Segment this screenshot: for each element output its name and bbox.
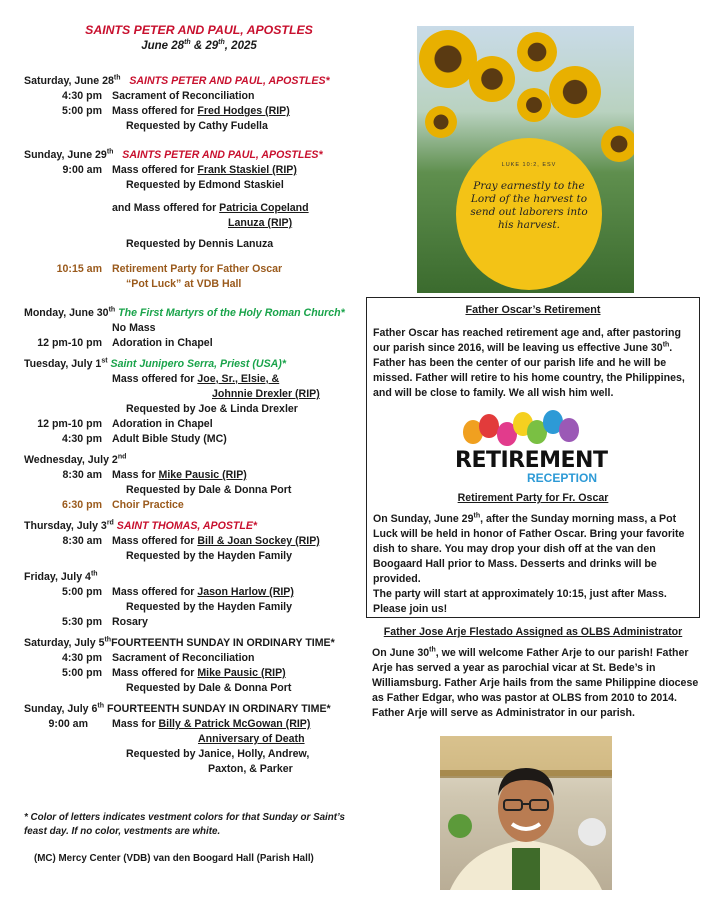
day-saturday-june-28	[24, 74, 354, 134]
vestment-note: * Color of letters indicates vestment colors for that Sunday or Saint’s feast day. If no color, vestments are white.	[24, 812, 346, 837]
schedule-row: 10:15 am Retirement Party for Father Oscar	[56, 263, 283, 275]
day-sunday-june-29	[24, 148, 354, 292]
day-thursday-july-3	[24, 519, 354, 564]
day-heading: Saturday, July 5thFOURTEENTH SUNDAY IN ORDINARY TIME*	[24, 636, 335, 649]
day-wednesday-july-2	[24, 453, 354, 513]
assignment-heading: Father Jose Arje Flestado Assigned as OLBS Administrator	[383, 626, 683, 638]
retirement-logo-subtitle: RECEPTION	[526, 471, 597, 485]
schedule-row: 6:30 pm Choir Practice	[61, 499, 184, 511]
schedule-row: 5:00 pm Mass offered for Jason Harlow (RIP)	[61, 586, 294, 598]
assignment-paragraph: On June 30th, we will welcome Father Arje to our parish! Father Arje has served a year as parochial vicar at St. Bede’s in Williamsburg. Father Arje hails from the same Philippine diocese as Father Edgar, who was pastor at OLBS from 2010 to 2014. Father Arje will serve as Administrator in our parish.	[372, 646, 699, 719]
day-heading: Tuesday, July 1st Saint Junipero Serra, Priest (USA)*	[24, 357, 286, 370]
father-arje-photo	[440, 736, 612, 890]
schedule-row: 4:30 pm Sacrament of Reconciliation	[61, 90, 255, 102]
schedule-row: 9:00 am Mass for Billy & Patrick McGowan (RIP)	[48, 718, 311, 730]
feast-label: SAINTS PETER AND PAUL, APOSTLES*	[129, 75, 330, 87]
schedule-row: Johnnie Drexler (RIP)	[212, 388, 320, 400]
schedule-row: Requested by Joe & Linda Drexler	[126, 403, 298, 415]
retirement-heading: Father Oscar’s Retirement	[465, 304, 601, 316]
feast-label: The First Martyrs of the Holy Roman Church*	[115, 307, 345, 319]
day-heading: Sunday, July 6th FOURTEENTH SUNDAY IN ORDINARY TIME*	[24, 702, 331, 715]
schedule-row: 8:30 am Mass for Mike Pausic (RIP)	[62, 469, 247, 481]
schedule-row: Anniversary of Death	[198, 733, 305, 745]
page-title: SAINTS PETER AND PAUL, APOSTLES	[85, 23, 313, 37]
feast-label: FOURTEENTH SUNDAY IN ORDINARY TIME*	[111, 637, 335, 649]
scripture-card	[456, 138, 602, 290]
schedule-row: Mass offered for Joe, Sr., Elsie, &	[112, 373, 280, 385]
schedule-row: 5:00 pm Mass offered for Mike Pausic (RIP)	[61, 667, 286, 679]
schedule-row: Requested by the Hayden Family	[126, 601, 293, 613]
day-heading: Thursday, July 3rd SAINT THOMAS, APOSTLE*	[24, 519, 258, 532]
schedule-row: Requested by Janice, Holly, Andrew,	[126, 748, 310, 760]
schedule-row: 5:30 pm Rosary	[61, 616, 148, 628]
schedule-row: Requested by Cathy Fudella	[126, 120, 268, 132]
party-heading: Retirement Party for Fr. Oscar	[457, 492, 609, 504]
schedule-row: No Mass	[112, 322, 156, 334]
day-heading: Monday, June 30th The First Martyrs of the Holy Roman Church*	[24, 306, 345, 319]
feast-label: FOURTEENTH SUNDAY IN ORDINARY TIME*	[104, 703, 331, 715]
schedule-row: Requested by the Hayden Family	[126, 550, 293, 562]
day-sunday-july-6	[24, 702, 354, 777]
schedule-row: “Pot Luck” at VDB Hall	[126, 278, 242, 290]
day-heading: Wednesday, July 2nd	[24, 453, 127, 466]
schedule-column	[24, 22, 354, 866]
schedule-row: Requested by Dennis Lanuza	[126, 238, 274, 250]
schedule-row: 4:30 pm Adult Bible Study (MC)	[61, 433, 227, 445]
schedule-row: Lanuza (RIP)	[228, 217, 293, 229]
retirement-logo-title: RETIREMENT	[455, 448, 608, 473]
schedule-row: 8:30 am Mass offered for Bill & Joan Sockey (RIP)	[62, 535, 320, 547]
day-monday-june-30	[24, 306, 354, 351]
party-paragraph: On Sunday, June 29th, after the Sunday morning mass, a Pot Luck will be held in honor of Father Oscar. Bring your favorite dish to share. You may drop your dish off at the van den Boogaard Hall prior to Mass. Desserts and drinks will be provided. The party will start at approximately 10:15, just after Mass. Please join us!	[373, 512, 685, 615]
schedule-row: 12 pm-10 pm Adoration in Chapel	[37, 418, 213, 430]
retirement-paragraph: Father Oscar has reached retirement age and, after pastoring our parish since 2016, will be leaving us effective June 30th. Father has been the center of our parish life and he will be missed. Father will retire to his home country, the Philippines, and will be close to family. We all wish him well.	[373, 327, 685, 399]
day-tuesday-july-1	[24, 357, 354, 447]
schedule-row: Requested by Dale & Donna Port	[126, 484, 292, 496]
schedule-row: 9:00 am Mass offered for Frank Staskiel (RIP)	[62, 164, 297, 176]
schedule-row: Requested by Edmond Staskiel	[126, 179, 284, 191]
day-friday-july-4	[24, 570, 354, 630]
day-heading: Friday, July 4th	[24, 570, 98, 583]
schedule-row: 5:00 pm Mass offered for Fred Hodges (RIP)	[61, 105, 290, 117]
day-saturday-july-5	[24, 636, 354, 696]
schedule-row: Paxton, & Parker	[208, 763, 293, 775]
abbreviations: (MC) Mercy Center (VDB) van den Boogard Hall (Parish Hall)	[34, 853, 314, 864]
day-heading: Sunday, June 29th SAINTS PETER AND PAUL, APOSTLES*	[24, 148, 323, 161]
page-dates: June 28th & 29th, 2025	[141, 39, 257, 52]
retirement-box	[366, 297, 700, 618]
scripture-verse: Pray earnestly to the Lord of the harvest to send out laborers into his harvest.	[470, 180, 588, 231]
scripture-reference: LUKE 10:2, ESV	[501, 162, 557, 168]
feast-label: SAINT THOMAS, APOSTLE*	[113, 520, 258, 532]
feast-label: Saint Junipero Serra, Priest (USA)*	[107, 358, 286, 370]
schedule-row: 12 pm-10 pm Adoration in Chapel	[37, 337, 213, 349]
schedule-row: Requested by Dale & Donna Port	[126, 682, 292, 694]
feast-label: SAINTS PETER AND PAUL, APOSTLES*	[122, 149, 323, 161]
schedule-row: 4:30 pm Sacrament of Reconciliation	[61, 652, 255, 664]
schedule-row: and Mass offered for Patricia Copeland	[112, 202, 309, 214]
day-heading: Saturday, June 28th SAINTS PETER AND PAUL, APOSTLES*	[24, 74, 330, 87]
